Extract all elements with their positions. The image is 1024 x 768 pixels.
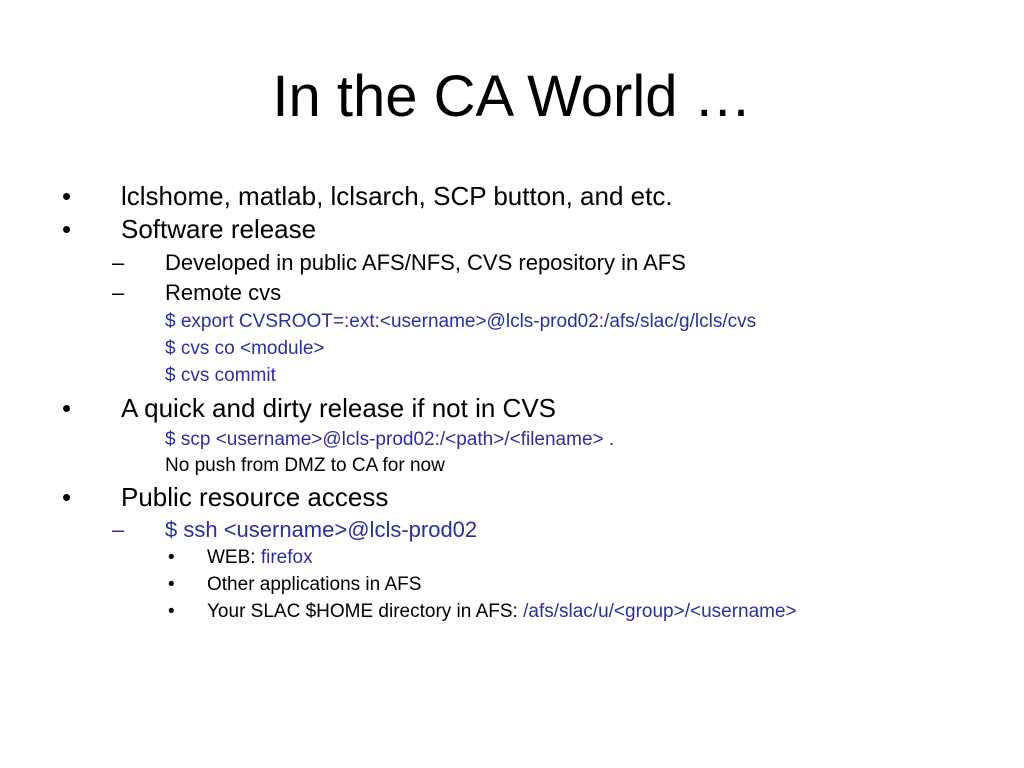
bullet-marker: •: [62, 181, 72, 211]
firefox-link[interactable]: firefox: [260, 547, 313, 568]
slide-title: In the CA World …: [272, 64, 752, 129]
command-scp: $ scp <username>@lcls-prod02:/<path>/<filename> .: [165, 429, 615, 450]
bullet-lclshome-tools: lclshome, matlab, lclsarch, SCP button, and etc.: [121, 181, 673, 211]
bullet-quick-release: A quick and dirty release if not in CVS: [121, 393, 557, 423]
bullet-marker: •: [62, 482, 72, 512]
command-cvs-co: $ cvs co <module>: [165, 338, 325, 359]
subbullet-home-directory: [207, 600, 797, 624]
home-directory-path: /afs/slac/u/<group>/<username>: [523, 601, 797, 622]
note-no-push-dmz: No push from DMZ to CA for now: [165, 455, 445, 476]
bullet-marker: •: [168, 547, 175, 568]
command-export-cvsroot: $ export CVSROOT=:ext:<username>@lcls-prod02:/afs/slac/g/lcls/cvs: [165, 311, 757, 332]
dash-marker: –: [112, 280, 125, 305]
command-cvs-commit: $ cvs commit: [165, 365, 276, 386]
bullet-marker: •: [62, 393, 72, 423]
bullet-marker: •: [168, 574, 175, 595]
dash-marker: –: [112, 250, 125, 275]
subitem-remote-cvs: Remote cvs: [165, 280, 282, 305]
bullet-public-resource-access: Public resource access: [121, 482, 389, 512]
bullet-software-release: Software release: [121, 214, 317, 244]
dash-marker: –: [112, 517, 125, 542]
subbullet-other-applications: Other applications in AFS: [207, 574, 422, 595]
subbullet-home-label: Your SLAC $HOME directory in AFS:: [207, 601, 524, 622]
subbullet-web-label: WEB:: [207, 547, 261, 568]
command-ssh: $ ssh <username>@lcls-prod02: [165, 517, 478, 542]
subbullet-web: [207, 546, 313, 570]
subitem-developed-afs: Developed in public AFS/NFS, CVS repository in AFS: [165, 250, 686, 275]
bullet-marker: •: [62, 214, 72, 244]
bullet-marker: •: [168, 601, 175, 622]
